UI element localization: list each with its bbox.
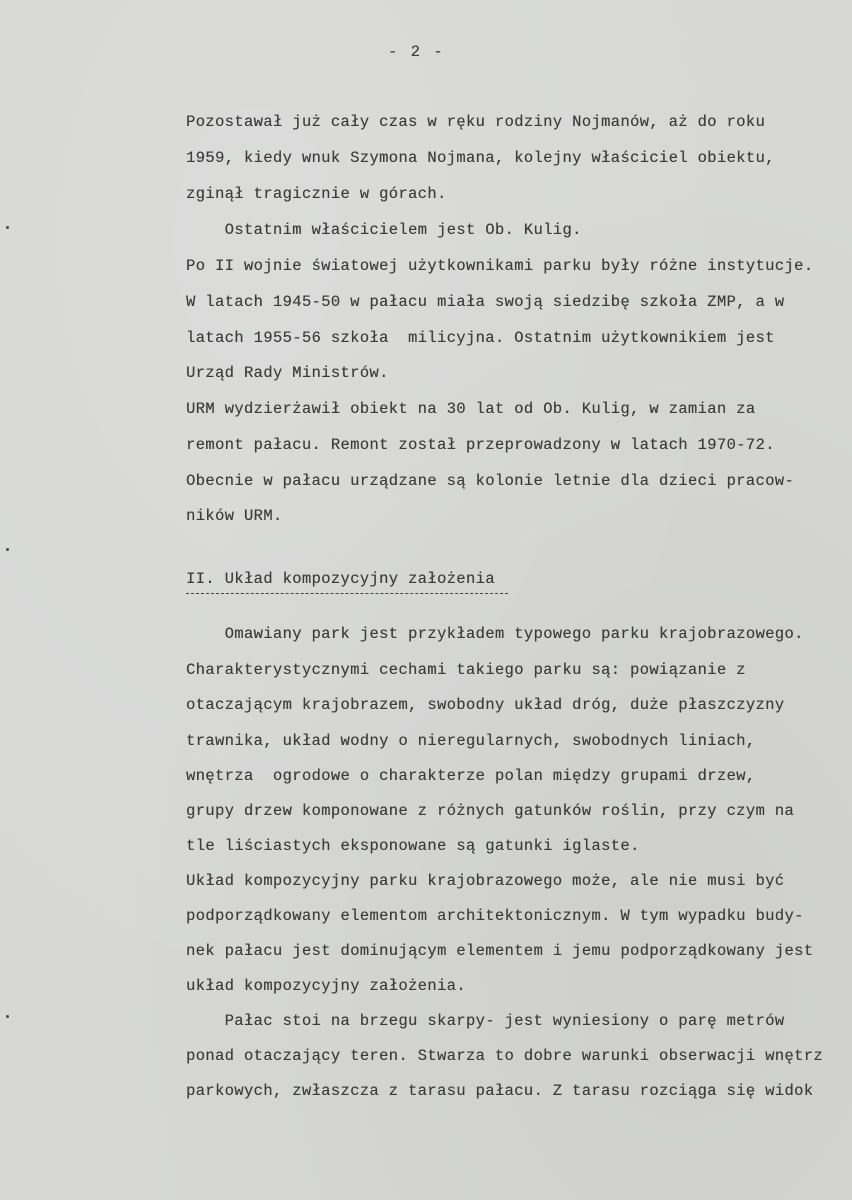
section-line: Omawiany park jest przykładem typowego parku krajobrazowego. bbox=[186, 625, 804, 643]
history-line: latach 1955-56 szkoła milicyjna. Ostatnim użytkownikiem jest bbox=[186, 329, 775, 347]
section-heading: II. Układ kompozycyjny założenia bbox=[186, 570, 495, 588]
section-line: układ kompozycyjny założenia. bbox=[186, 977, 466, 995]
section-line: Układ kompozycyjny parku krajobrazowego może, ale nie musi być bbox=[186, 872, 785, 890]
history-line: 1959, kiedy wnuk Szymona Nojmana, kolejny właściciel obiektu, bbox=[186, 149, 775, 167]
section-line: ponad otaczający teren. Stwarza to dobre warunki obserwacji wnętrz bbox=[186, 1047, 823, 1065]
section-line: otaczającym krajobrazem, swobodny układ dróg, duże płaszczyzny bbox=[186, 696, 785, 714]
margin-mark bbox=[6, 548, 9, 551]
section-line: trawnika, układ wodny o nieregularnych, swobodnych liniach, bbox=[186, 732, 756, 750]
page-number: - 2 - bbox=[388, 43, 445, 61]
section-line: Pałac stoi na brzegu skarpy- jest wyniesiony o parę metrów bbox=[186, 1012, 785, 1030]
section-line: nek pałacu jest dominującym elementem i jemu podporządkowany jest bbox=[186, 942, 814, 960]
margin-mark bbox=[6, 226, 9, 229]
history-line: Obecnie w pałacu urządzane są kolonie letnie dla dzieci pracow- bbox=[186, 472, 795, 490]
section-line: podporządkowany elementom architektonicznym. W tym wypadku budy- bbox=[186, 907, 804, 925]
section-line: tle liściastych eksponowane są gatunki iglaste. bbox=[186, 837, 640, 855]
section-heading-underline bbox=[186, 593, 508, 594]
section-line: wnętrza ogrodowe o charakterze polan między grupami drzew, bbox=[186, 767, 756, 785]
history-line: ników URM. bbox=[186, 507, 283, 525]
history-line: remont pałacu. Remont został przeprowadzony w latach 1970-72. bbox=[186, 436, 775, 454]
history-line: Ostatnim właścicielem jest Ob. Kulig. bbox=[186, 221, 582, 239]
history-line: W latach 1945-50 w pałacu miała swoją siedzibę szkoła ZMP, a w bbox=[186, 293, 785, 311]
history-line: URM wydzierżawił obiekt na 30 lat od Ob. Kulig, w zamian za bbox=[186, 400, 756, 418]
history-line: Pozostawał już cały czas w ręku rodziny Nojmanów, aż do roku bbox=[186, 113, 766, 131]
margin-mark bbox=[6, 1015, 9, 1018]
history-line: zginął tragicznie w górach. bbox=[186, 185, 447, 203]
history-line: Urząd Rady Ministrów. bbox=[186, 364, 389, 382]
history-line: Po II wojnie światowej użytkownikami parku były różne instytucje. bbox=[186, 257, 814, 275]
section-line: grupy drzew komponowane z różnych gatunków roślin, przy czym na bbox=[186, 802, 795, 820]
section-line: parkowych, zwłaszcza z tarasu pałacu. Z tarasu rozciąga się widok bbox=[186, 1082, 814, 1100]
section-line: Charakterystycznymi cechami takiego parku są: powiązanie z bbox=[186, 661, 746, 679]
